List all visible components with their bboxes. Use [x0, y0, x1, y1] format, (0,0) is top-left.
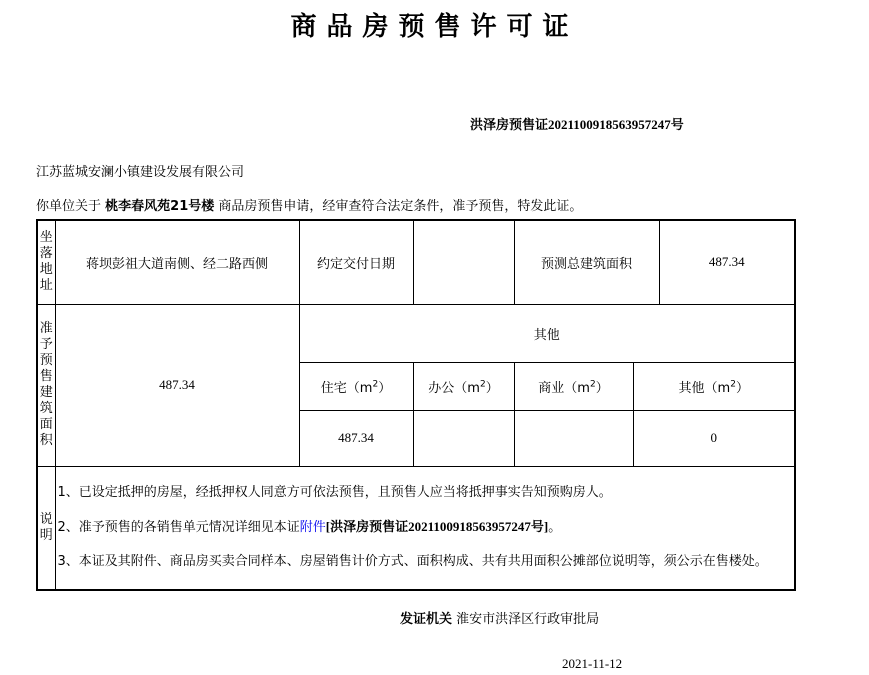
- certificate-number: 洪泽房预售证2021100918563957247号: [470, 117, 684, 132]
- company-name: 江苏蓝城安澜小镇建设发展有限公司: [36, 165, 245, 180]
- col-header-other: 其他$(m^2)$: [633, 362, 795, 410]
- notes-content: [55, 466, 795, 590]
- est-area-label: 预测总建筑面积: [514, 220, 659, 304]
- value-residential: 487.34: [299, 410, 413, 466]
- intro-text: [36, 195, 582, 214]
- col-header-office: 办公$(m^2)$: [413, 362, 514, 410]
- approved-area-label: 准予预售建筑面积: [37, 304, 55, 466]
- attachment-link[interactable]: 附件: [299, 520, 326, 536]
- page-title: 商品房预售许可证: [290, 12, 579, 42]
- location-label: 坐落地址: [37, 220, 55, 304]
- intro-prefix: 你单位关于: [36, 199, 102, 214]
- issuer-label: 发证机关: [400, 612, 453, 627]
- intro-suffix: 商品房预售申请，经审查符合法定条件，准予预售，特发此证。: [218, 199, 583, 214]
- value-commercial: [514, 410, 633, 466]
- permit-table: [36, 219, 796, 591]
- location-value: 蒋坝彭祖大道南侧、经二路西侧: [55, 220, 299, 304]
- delivery-date-label: 约定交付日期: [299, 220, 413, 304]
- notes-label: 说明: [37, 466, 55, 590]
- note-3: 3、本证及其附件、商品房买卖合同样本、房屋销售计价方式、面积构成、共有共用面积公摊部位说明等，须公示在售楼处。: [57, 554, 768, 570]
- note-2: 2、准予预售的各销售单元情况详细见本证附件[洪泽房预售证2021100918563957247号]。: [57, 519, 562, 536]
- col-header-commercial: 商业$(m^2)$: [514, 362, 633, 410]
- value-office: [413, 410, 514, 466]
- approved-area-total: 487.34: [55, 304, 299, 466]
- issue-date: 2021-11-12: [562, 656, 623, 671]
- delivery-date-value: [413, 220, 514, 304]
- issuer: [400, 608, 599, 627]
- col-header-residential: 住宅$(m^2)$: [299, 362, 413, 410]
- est-area-value: 487.34: [659, 220, 795, 304]
- project-name: 桃李春风苑21号楼: [105, 199, 215, 214]
- issuer-value: 淮安市洪泽区行政审批局: [456, 612, 600, 627]
- value-other: 0: [633, 410, 795, 466]
- other-header: 其他: [299, 304, 795, 362]
- note-1: 1、已设定抵押的房屋，经抵押权人同意方可依法预售，且预售人应当将抵押事实告知预购房人。: [57, 485, 612, 501]
